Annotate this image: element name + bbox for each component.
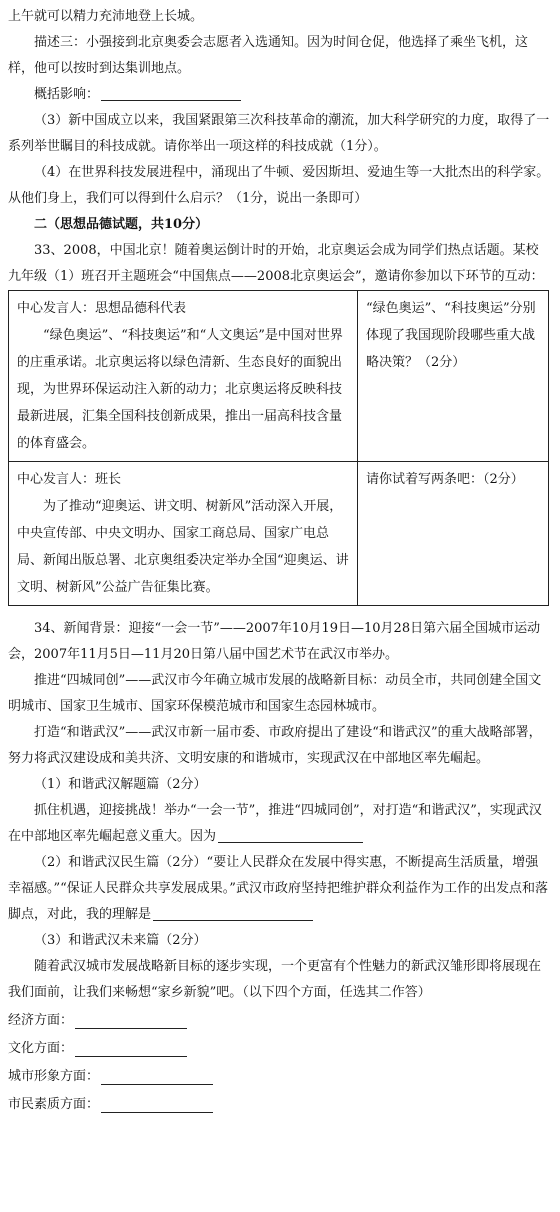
speaker-cell: [9, 462, 358, 606]
subquestion-text: （2）和谐武汉民生篇（2分）“要让人民群众在发展中得实惠，不断提高生活质量，增强幸福感。”“保证人民群众共享发展成果。”武汉市政府坚持把维护群众利益作为工作的出发点和落脚点，对此，我的理解是: [8, 855, 548, 922]
answer-label: 文化方面：: [8, 1041, 74, 1056]
speaker-cell: [9, 291, 358, 462]
answer-blank[interactable]: [101, 1098, 213, 1113]
speaker-speech: “绿色奥运”、“科技奥运”和“人文奥运”是中国对世界的庄重承诺。北京奥运将以绿色清新、生态良好的面貌出现，为世界环保运动注入新的动力；北京奥运将反映科技最新进展，汇集全国科技创新成果，推出一届高科技含量的体育盛会。: [17, 328, 343, 451]
answer-line: [8, 1036, 550, 1062]
answer-blank[interactable]: [218, 828, 363, 843]
question-cell: 请你试着写两条吧：（2分）: [358, 462, 549, 606]
subquestion-title: （3）和谐武汉未来篇（2分）: [34, 933, 207, 948]
subquestion-body: [8, 850, 550, 928]
answer-line: [8, 1064, 550, 1090]
answer-line: [8, 1092, 550, 1118]
table-row: [9, 462, 549, 606]
speaker-speech: 为了推动“迎奥运、讲文明、树新风”活动深入开展，中央宣传部、中央文明办、国家工商总局、国家广电总局、新闻出版总署、北京奥组委决定举办全国“迎奥运、讲文明、树新风”公益广告征集比赛。: [17, 499, 349, 595]
subquestion-body: 随着武汉城市发展战略新目标的逐步实现，一个更富有个性魅力的新武汉雏形即将展现在我们面前，让我们来畅想“家乡新貌”吧。（以下四个方面，任选其二作答）: [8, 959, 542, 1000]
answer-label: 市民素质方面：: [8, 1097, 100, 1112]
answer-label: 城市形象方面：: [8, 1069, 100, 1084]
question-cell: “绿色奥运”、“科技奥运”分别体现了我国现阶段哪些重大战略决策？（2分）: [358, 291, 549, 462]
subquestion-text: 抓住机遇，迎接挑战！举办“一会一节”，推进“四城同创”，对打造“和谐武汉”，实现武汉在中部地区率先崛起意义重大。因为: [8, 803, 542, 844]
subquestion-title: （1）和谐武汉解题篇（2分）: [34, 777, 207, 792]
speaker-title: 中心发言人：思想品德科代表: [17, 301, 187, 316]
subquestion-body: [8, 798, 550, 850]
question-33: 33、2008，中国北京！随着奥运倒计时的开始，北京奥运会成为同学们热点话题。某校九年级（1）班召开主题班会“中国焦点——2008北京奥运会”，邀请你参加以下环节的互动：: [8, 243, 544, 284]
answer-line: [8, 1008, 550, 1034]
discussion-table: [8, 290, 549, 606]
impact-summary-line: [8, 82, 550, 108]
description-three: 描述三：小强接到北京奥委会志愿者入选通知。因为时间仓促，他选择了乘坐飞机，这样，他可以按时到达集训地点。: [8, 35, 529, 76]
impact-label: 概括影响：: [34, 87, 100, 102]
answer-label: 经济方面：: [8, 1013, 74, 1028]
question-3: （3）新中国成立以来，我国紧跟第三次科技革命的潮流，加大科学研究的力度，取得了一系列举世瞩目的科技成就。请你举出一项这样的科技成就（1分）。: [8, 113, 550, 154]
answer-blank[interactable]: [75, 1042, 187, 1057]
answer-blank[interactable]: [153, 906, 313, 921]
news-paragraph: 推进“四城同创”——武汉市今年确立城市发展的战略新目标：动员全市，共同创建全国文明城市、国家卫生城市、国家环保模范城市和国家生态园林城市。: [8, 673, 542, 714]
answer-blank[interactable]: [101, 86, 241, 101]
question-34-intro: 34、新闻背景：迎接“一会一节”——2007年10月19日—10月28日第六届全国城市运动会，2007年11月5日—11月20日第八届中国艺术节在武汉市举办。: [8, 621, 541, 662]
news-paragraph: 打造“和谐武汉”——武汉市新一届市委、市政府提出了建设“和谐武汉”的重大战略部署，努力将武汉建设成和美共济、文明安康的和谐城市，实现武汉在中部地区率先崛起。: [8, 725, 542, 766]
section-heading: 二（思想品德试题，共10分）: [34, 217, 209, 232]
answer-blank[interactable]: [101, 1070, 213, 1085]
table-row: [9, 291, 549, 462]
answer-blank[interactable]: [75, 1014, 187, 1029]
text-line: 上午就可以精力充沛地登上长城。: [8, 9, 204, 24]
question-4: （4）在世界科技发展进程中，涌现出了牛顿、爱因斯坦、爱迪生等一大批杰出的科学家。从他们身上，我们可以得到什么启示？（1分，说出一条即可）: [8, 165, 550, 206]
speaker-title: 中心发言人：班长: [17, 472, 122, 487]
